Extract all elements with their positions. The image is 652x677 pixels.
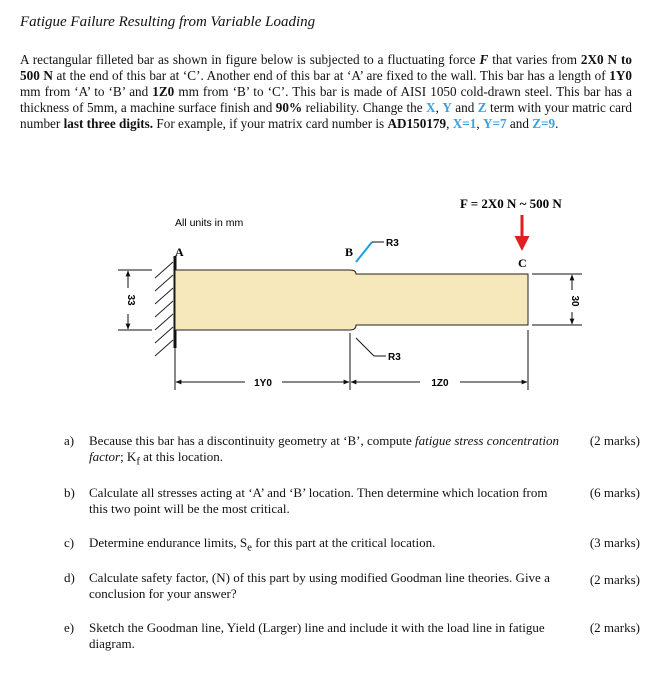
length-dimension: [175, 330, 528, 390]
units-note: All units in mm: [175, 217, 244, 229]
marks-e: (2 marks): [589, 620, 640, 635]
fillet-bottom-label: R3: [388, 352, 401, 363]
height-dimension-left: [118, 270, 152, 330]
fillet-top-label: R3: [386, 238, 399, 249]
marks-d: (2 marks): [589, 572, 640, 587]
length-ab-label: 1Y0: [254, 378, 272, 389]
marks-b: (6 marks): [589, 485, 640, 500]
force-label: F = 2X0 N ~ 500 N: [460, 196, 562, 211]
marks-c: (3 marks): [589, 535, 640, 550]
label-c: C: [518, 256, 527, 270]
wall-hatch: [155, 262, 173, 356]
fillet-bottom-leader: [356, 338, 374, 356]
problem-statement: A rectangular filleted bar as shown in figure below is subjected to a fluctuating force F that varies from 2X0 N to 500 N at the end of this bar at ‘C’. Another end of this bar at ‘A’ are fixed to the wall. This bar has a length of 1Y0 mm from ‘A’ to ‘B’ and 1Z0 mm from ‘B’ to ‘C’. This bar is made of AISI 1050 cold-drawn steel. This bar has a thickness of 5mm, a machine surface finish and 90% reliability. Change the X, Y and Z term with your matric card number last three digits. For example, if your matrix card number is AD150179, X=1, Y=7 and Z=9.: [20, 52, 632, 131]
svg-text:30: 30: [569, 295, 580, 307]
variable-y: Y: [442, 100, 452, 115]
fillet-top-leader: [356, 242, 372, 262]
marks-a: (2 marks): [589, 433, 640, 448]
variable-x: X: [426, 100, 436, 115]
length-bc-label: 1Z0: [431, 378, 449, 389]
svg-text:33: 33: [125, 294, 136, 306]
filleted-bar: [175, 270, 528, 330]
variable-z: Z: [477, 100, 487, 115]
height-dimension-right: [532, 274, 582, 325]
page-title: Fatigue Failure Resulting from Variable Loading: [20, 14, 316, 30]
label-b: B: [345, 245, 354, 259]
label-a: A: [175, 245, 184, 259]
